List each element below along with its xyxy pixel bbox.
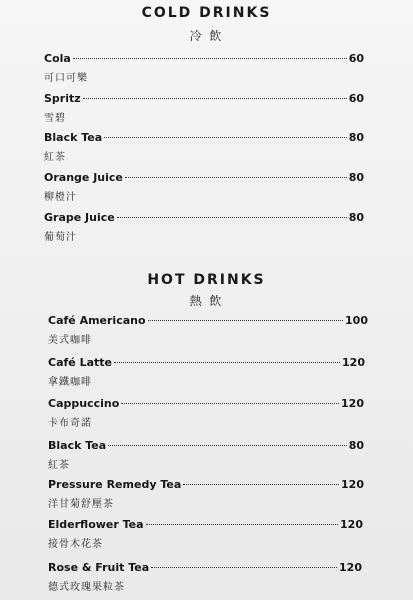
item-price: 80 [348,171,364,184]
item-name: Rose & Fruit Tea [48,561,150,574]
item-price: 60 [348,52,364,65]
item-price: 80 [348,211,364,224]
item-name-zh: 拿鐵咖啡 [48,377,92,388]
item-price: 120 [341,397,364,410]
leader-dots [125,177,347,178]
item-name: Café Latte [48,356,112,369]
item-name-zh: 洋甘菊舒壓茶 [48,499,114,510]
cold-drinks-subtitle: 冷 飲 [189,29,224,43]
item-name-zh: 雪碧 [44,113,66,124]
cold-drinks-title: COLD DRINKS [141,5,272,21]
item-name: Spritz [44,92,81,105]
item-price: 120 [340,518,363,531]
item-name-zh: 德式玫瑰果粒茶 [48,582,125,593]
item-name: Grape Juice [44,211,115,224]
item-name: Cola [44,52,71,65]
menu-item [44,52,364,86]
item-name: Elderflower Tea [48,518,144,531]
item-name-zh: 紅茶 [48,460,70,471]
item-name-zh: 可口可樂 [44,73,88,84]
menu-item [48,314,368,348]
item-name-zh: 接骨木花茶 [48,539,103,550]
leader-dots [117,217,347,218]
leader-dots [114,362,340,363]
menu-item [48,561,362,595]
menu-item [44,92,364,126]
item-price: 120 [341,478,364,491]
leader-dots [121,403,339,404]
menu-item [44,171,364,205]
item-price: 80 [348,131,364,144]
leader-dots [83,98,347,99]
menu-item [44,211,364,245]
item-name: Black Tea [44,131,103,144]
menu-item [48,356,365,390]
item-price: 80 [348,439,364,452]
leader-dots [183,484,339,485]
menu-item [48,397,364,431]
item-price: 60 [348,92,364,105]
item-name-zh: 葡萄汁 [44,232,77,243]
item-price: 120 [339,561,362,574]
hot-drinks-title: HOT DRINKS [147,272,266,288]
leader-dots [73,58,347,59]
item-price: 100 [345,314,368,327]
item-name: Café Americano [48,314,146,327]
leader-dots [104,137,347,138]
leader-dots [146,524,338,525]
leader-dots [151,567,337,568]
menu-item [48,478,364,512]
item-name: Cappuccino [48,397,120,410]
menu-item [48,439,364,473]
item-name-zh: 美式咖啡 [48,335,92,346]
item-name-zh: 卡布奇諾 [48,418,92,429]
item-name: Orange Juice [44,171,123,184]
menu-item [44,131,364,165]
item-name-zh: 紅茶 [44,152,66,163]
item-price: 120 [342,356,365,369]
leader-dots [108,445,347,446]
item-name-zh: 柳橙汁 [44,192,77,203]
hot-drinks-subtitle: 熱 飲 [189,294,224,308]
menu-item [48,518,363,552]
leader-dots [148,320,343,321]
item-name: Black Tea [48,439,107,452]
item-name: Pressure Remedy Tea [48,478,182,491]
